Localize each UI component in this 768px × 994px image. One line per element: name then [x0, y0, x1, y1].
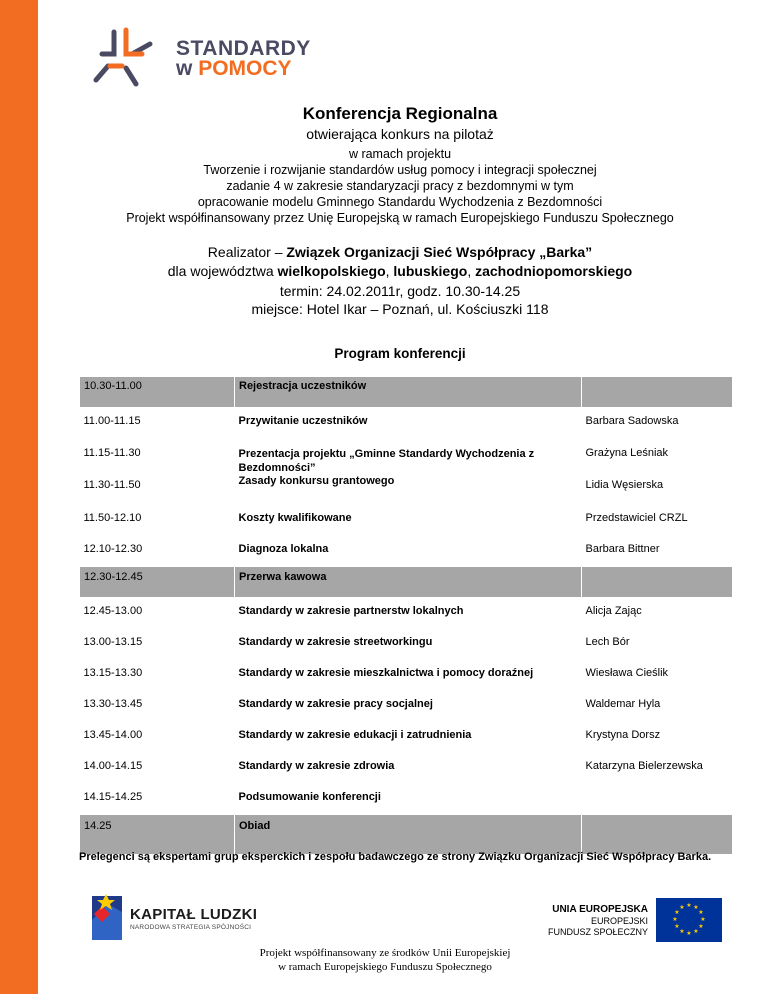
eu-line2: EUROPEJSKI: [590, 916, 648, 926]
agenda-time: 11.50-12.10: [83, 511, 142, 524]
agenda-speaker: [582, 815, 733, 855]
agenda-time: 14.25: [80, 815, 235, 855]
agenda-speaker: Przedstawiciel CRZL: [585, 511, 688, 524]
agenda-topic: Zasady konkursu grantowego: [238, 474, 395, 487]
agenda-time: 14.00-14.15: [83, 759, 143, 772]
svg-text:★: ★: [700, 916, 706, 923]
agenda-speaker: Lidia Węsierska: [585, 478, 664, 491]
project-line5: Projekt współfinansowany przez Unię Europejską w ramach Europejskiego Funduszu Społecznego: [126, 211, 674, 225]
agenda-row: [80, 505, 733, 536]
agenda-row: [80, 691, 733, 722]
eu-logo: [520, 884, 738, 954]
agenda-topic: Standardy w zakresie zdrowia: [238, 759, 395, 772]
svg-text:★: ★: [698, 923, 704, 930]
agenda-topic: Standardy w zakresie pracy socjalnej: [238, 697, 433, 710]
eu-line1: UNIA EUROPEJSKA: [552, 904, 648, 915]
agenda-speaker: [582, 377, 733, 408]
region-2: lubuskiego: [393, 263, 468, 279]
termin: termin: 24.02.2011r, godz. 10.30-14.25: [279, 283, 521, 299]
agenda-speaker: [582, 567, 733, 598]
miejsce: miejsce: Hotel Ikar – Poznań, ul. Kościuszki 118: [251, 301, 549, 317]
realizator-name: Związek Organizacji Sieć Współpracy „Barka”: [286, 244, 593, 260]
agenda-time: 12.45-13.00: [83, 605, 143, 617]
page-title: Konferencja Regionalna: [302, 104, 498, 123]
project-line4: opracowanie modelu Gminnego Standardu Wychodzenia z Bezdomności: [197, 195, 603, 209]
program-title: Program konferencji: [334, 346, 466, 361]
orange-sidebar: [0, 0, 38, 994]
agenda-topic: Standardy w zakresie partnerstw lokalnych: [238, 605, 464, 617]
regions-prefix: dla województwa: [167, 263, 274, 279]
agenda-speaker: Grażyna Leśniak: [585, 446, 669, 459]
svg-text:★: ★: [686, 930, 692, 937]
agenda-time: 13.15-13.30: [83, 666, 143, 679]
agenda-row: [80, 753, 733, 784]
agenda-topic: Standardy w zakresie edukacji i zatrudnienia: [238, 728, 472, 741]
regions-line: dla województwa wielkopolskiego, lubuskiego, zachodniopomorskiego: [167, 263, 633, 279]
kapital-title: KAPITAŁ LUDZKI: [130, 906, 258, 923]
agenda-time: 14.15-14.25: [83, 790, 143, 803]
eu-flag-icon: [656, 898, 722, 942]
agenda-topic: Prezentacja projektu „Gminne Standardy Wychodzenia z Bezdomności”: [238, 447, 535, 474]
agenda-row: [80, 475, 733, 505]
agenda-row: [80, 784, 733, 815]
agenda-table: [79, 376, 733, 855]
svg-text:★: ★: [674, 923, 680, 930]
agenda-time: 11.00-11.15: [83, 415, 141, 427]
agenda-time: 13.00-13.15: [83, 635, 143, 648]
agenda-row: [80, 567, 733, 598]
kapital-subtitle: NARODOWA STRATEGIA SPÓJNOŚCI: [130, 924, 252, 931]
logo-line2-prefix: w: [176, 57, 193, 80]
speakers-note: Prelegenci są ekspertami grup eksperckich i zespołu badawczego ze strony Związku Organizacji Sieć Współpracy Barka.: [79, 851, 712, 863]
svg-text:★: ★: [674, 909, 680, 916]
svg-text:★: ★: [698, 909, 704, 916]
agenda-topic: Diagnoza lokalna: [238, 542, 329, 555]
agenda-row: [80, 660, 733, 691]
logo-line2: [176, 57, 292, 81]
agenda-time: 12.30-12.45: [80, 567, 235, 598]
project-line2: Tworzenie i rozwijanie standardów usług pomocy i integracji społecznej: [203, 163, 597, 177]
svg-text:★: ★: [679, 904, 685, 911]
agenda-row: [80, 536, 733, 567]
realizator-prefix: Realizator –: [207, 244, 283, 260]
agenda-row: [80, 598, 733, 629]
project-line3: zadanie 4 w zakresie standaryzacji pracy z bezdomnymi w tym: [226, 179, 574, 193]
agenda-row: [80, 815, 733, 855]
agenda-speaker: Krystyna Dorsz: [585, 728, 661, 741]
agenda-topic: Koszty kwalifikowane: [238, 511, 352, 524]
footer-note-line2: w ramach Europejskiego Funduszu Społecznego: [278, 961, 492, 973]
agenda-speaker: Waldemar Hyla: [585, 697, 661, 710]
project-line1: w ramach projektu: [348, 147, 452, 161]
agenda-topic: Rejestracja uczestników: [235, 377, 582, 408]
agenda-time: 10.30-11.00: [80, 377, 235, 408]
logo-line1: STANDARDY: [176, 37, 311, 60]
logo-line2-accent: POMOCY: [198, 57, 292, 80]
kapital-ludzki-icon: [88, 892, 126, 944]
agenda-time: 12.10-12.30: [83, 542, 143, 555]
subtitle: otwierająca konkurs na pilotaż: [306, 126, 494, 142]
sidebar-divider: [38, 0, 42, 994]
agenda-time: 13.30-13.45: [83, 697, 143, 710]
svg-text:★: ★: [679, 928, 685, 935]
agenda-row: [80, 408, 733, 439]
svg-text:★: ★: [693, 928, 699, 935]
region-1: wielkopolskiego: [277, 263, 386, 279]
agenda-row: [80, 439, 733, 475]
agenda-time: 11.30-11.50: [83, 478, 141, 491]
agenda-speaker: Alicja Zając: [585, 605, 642, 617]
agenda-topic: Przywitanie uczestników: [238, 415, 368, 427]
svg-text:★: ★: [686, 902, 692, 909]
agenda-row: [80, 722, 733, 753]
agenda-speaker: Wiesława Cieślik: [585, 666, 669, 679]
agenda-row: [80, 629, 733, 660]
agenda-speaker: Barbara Sadowska: [585, 415, 679, 427]
kapital-ludzki-logo: [88, 892, 278, 944]
svg-text:★: ★: [672, 916, 678, 923]
agenda-topic: Standardy w zakresie streetworkingu: [238, 635, 433, 648]
agenda-time: 13.45-14.00: [83, 728, 143, 741]
agenda-topic: Obiad: [235, 815, 582, 855]
agenda-topic: Standardy w zakresie mieszkalnictwa i pomocy doraźnej: [238, 666, 534, 679]
footer-note-line1: Projekt współfinansowany ze środków Unii Europejskiej: [259, 947, 511, 959]
agenda-topic: Przerwa kawowa: [235, 567, 582, 598]
agenda-speaker: Barbara Bittner: [585, 542, 660, 555]
eu-line3: FUNDUSZ SPOŁECZNY: [547, 927, 648, 937]
agenda-speaker: [582, 784, 733, 815]
svg-text:★: ★: [693, 904, 699, 911]
agenda-speaker: Katarzyna Bielerzewska: [585, 759, 703, 772]
agenda-speaker: Lech Bór: [585, 635, 630, 648]
footer-note: [220, 946, 550, 974]
agenda-time: 11.15-11.30: [83, 446, 141, 459]
agenda-topic: Podsumowanie konferencji: [238, 790, 381, 803]
agenda-row: [80, 377, 733, 408]
region-3: zachodniopomorskiego: [475, 263, 633, 279]
realizator-line: [60, 244, 740, 260]
